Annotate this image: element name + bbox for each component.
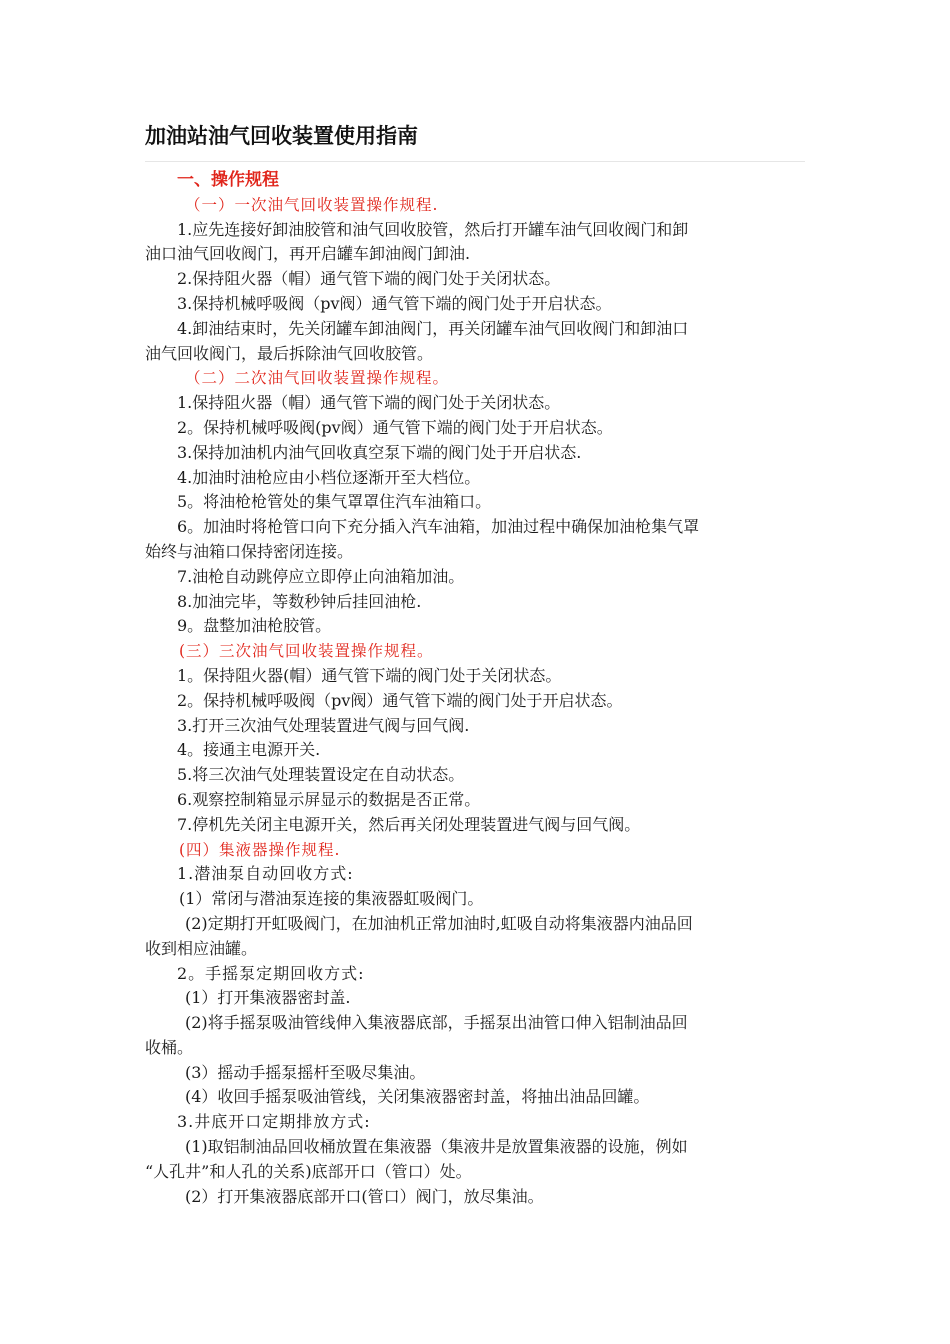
section-heading: 一、操作规程 <box>177 170 279 190</box>
text-line: 5.将三次油气处理装置设定在自动状态。 <box>177 765 465 785</box>
text-line: 1.潜油泵自动回收方式: <box>177 864 354 884</box>
text-line: 2。保持机械呼吸阀（pv阀）通气管下端的阀门处于开启状态。 <box>177 690 623 710</box>
text-line: 油气回收阀门，最后拆除油气回收胶管。 <box>145 343 434 363</box>
text-line: 1.应先连接好卸油胶管和油气回收胶管，然后打开罐车油气回收阀门和卸 <box>177 219 689 239</box>
text-line: (1)取铝制油品回收桶放置在集液器（集液井是放置集液器的设施，例如 <box>185 1137 688 1157</box>
text-line: (3）摇动手摇泵摇杆至吸尽集油。 <box>185 1062 426 1082</box>
text-line: 收桶。 <box>145 1037 194 1057</box>
text-line: 始终与油箱口保持密闭连接。 <box>145 541 354 561</box>
document-title: 加油站油气回收装置使用指南 <box>145 124 418 148</box>
text-line: 收到相应油罐。 <box>145 938 258 958</box>
text-line: (2)定期打开虹吸阀门，在加油机正常加油时,虹吸自动将集液器内油品回 <box>185 913 693 933</box>
text-line: 油口油气回收阀门，再开启罐车卸油阀门卸油. <box>145 244 471 264</box>
subsection-heading: （一）一次油气回收装置操作规程. <box>185 195 439 214</box>
text-line: (1）常闭与潜油泵连接的集液器虹吸阀门。 <box>179 889 484 909</box>
text-line: 1.保持阻火器（帽）通气管下端的阀门处于关闭状态。 <box>177 393 561 413</box>
text-line: 4。接通主电源开关. <box>177 740 321 760</box>
text-line: 9。盘整加油枪胶管。 <box>177 616 332 636</box>
text-line: 2。手摇泵定期回收方式: <box>177 963 365 983</box>
subsection-heading: (三）三次油气回收装置操作规程。 <box>179 642 434 661</box>
text-line: 3.保持加油机内油气回收真空泵下端的阀门处于开启状态. <box>177 442 582 462</box>
text-line: 7.停机先关闭主电源开关，然后再关闭处理装置进气阀与回气阀。 <box>177 814 641 834</box>
text-line: 7.油枪自动跳停应立即停止向油箱加油。 <box>177 566 465 586</box>
document-body <box>145 168 805 1209</box>
title-divider <box>145 161 805 162</box>
text-line: 2.保持阻火器（帽）通气管下端的阀门处于关闭状态。 <box>177 269 561 289</box>
text-line: 3.打开三次油气处理装置进气阀与回气阀. <box>177 715 470 735</box>
subsection-heading: （二）二次油气回收装置操作规程。 <box>185 369 450 388</box>
text-line: “人孔井”和人孔的关系)底部开口（管口）处。 <box>145 1161 472 1181</box>
text-line: 6.观察控制箱显示屏显示的数据是否正常。 <box>177 789 481 809</box>
subsection-heading: (四）集液器操作规程. <box>179 840 341 859</box>
text-line: 3.井底开口定期排放方式: <box>177 1112 371 1132</box>
text-line: 1。保持阻火器(帽）通气管下端的阀门处于关闭状态。 <box>177 665 562 685</box>
text-line: 5。将油枪枪管处的集气罩罩住汽车油箱口。 <box>177 492 492 512</box>
text-line: (4）收回手摇泵吸油管线，关闭集液器密封盖，将抽出油品回罐。 <box>185 1087 650 1107</box>
text-line: 3.保持机械呼吸阀（pv阀）通气管下端的阀门处于开启状态。 <box>177 293 612 313</box>
text-line: 8.加油完毕，等数秒钟后挂回油枪. <box>177 591 422 611</box>
text-line: (2）打开集液器底部开口(管口）阀门，放尽集油。 <box>185 1186 544 1206</box>
text-line: 6。加油时将枪管口向下充分插入汽车油箱，加油过程中确保加油枪集气罩 <box>177 517 700 537</box>
text-line: (1）打开集液器密封盖. <box>185 988 351 1008</box>
text-line: (2)将手摇泵吸油管线伸入集液器底部，手摇泵出油管口伸入铝制油品回 <box>185 1013 688 1033</box>
text-line: 2。保持机械呼吸阀(pv阀）通气管下端的阀门处于开启状态。 <box>177 417 613 437</box>
text-line: 4.加油时油枪应由小档位逐渐开至大档位。 <box>177 467 481 487</box>
text-line: 4.卸油结束时，先关闭罐车卸油阀门，再关闭罐车油气回收阀门和卸油口 <box>177 318 689 338</box>
